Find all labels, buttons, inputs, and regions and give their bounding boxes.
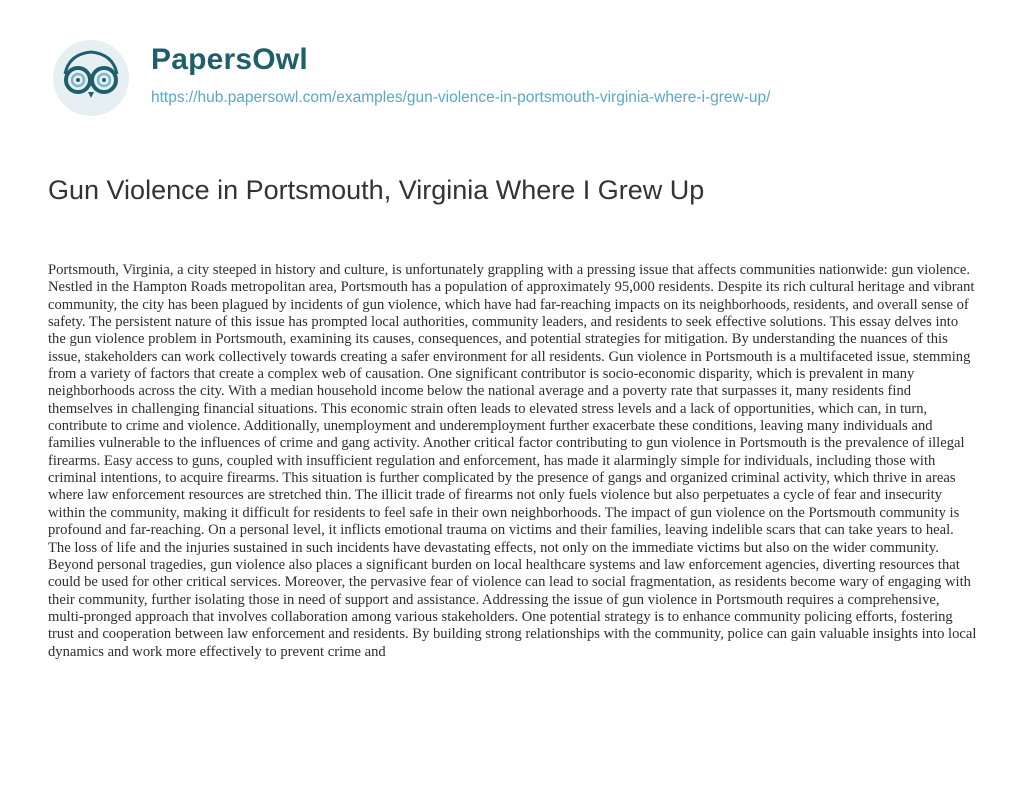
brand-name[interactable]: PapersOwl (151, 43, 308, 76)
owl-logo-icon (45, 36, 141, 116)
source-url[interactable]: https://hub.papersowl.com/examples/gun-violence-in-portsmouth-virginia-where-i-grew-up/ (151, 89, 771, 106)
article-body: Portsmouth, Virginia, a city steeped in history and culture, is unfortunately grappling with a pressing issue that affects communities nationwide: gun violence. Nestled in the Hampton Roads metropolitan area, Portsmouth has a population of approximately 95,000 residents. Despite its rich cultural heritage and vibrant community, the city has been plagued by incidents of gun violence, which have had far-reaching impacts on its neighborhoods, residents, and overall sense of safety. The persistent nature of this issue has prompted local authorities, community leaders, and residents to seek effective solutions. This essay delves into the gun violence problem in Portsmouth, examining its causes, consequences, and potential strategies for mitigation. By understanding the nuances of this issue, stakeholders can work collectively towards creating a safer environment for all residents. Gun violence in Portsmouth is a multifaceted issue, stemming from a variety of factors that create a complex web of causation. One significant contributor is socio-economic disparity, which is prevalent in many neighborhoods across the city. With a median household income below the national average and a poverty rate that surpasses it, many residents find themselves in challenging financial situations. This economic strain often leads to elevated stress levels and a lack of opportunities, which can, in turn, contribute to crime and violence. Additionally, unemployment and underemployment further exacerbate these conditions, leaving many individuals and families vulnerable to the influences of crime and gang activity. Another critical factor contributing to gun violence in Portsmouth is the prevalence of illegal firearms. Easy access to guns, coupled with insufficient regulation and enforcement, has made it alarmingly simple for individuals, including those with criminal intentions, to acquire firearms. This situation is further complicated by the presence of gangs and organized criminal activity, which thrive in areas where law enforcement resources are stretched thin. The illicit trade of firearms not only fuels violence but also perpetuates a cycle of fear and insecurity within the community, making it difficult for residents to feel safe in their own neighborhoods. The impact of gun violence on the Portsmouth community is profound and far-reaching. On a personal level, it inflicts emotional trauma on victims and their families, leaving indelible scars that can take years to heal. The loss of life and the injuries sustained in such incidents have devastating effects, not only on the immediate victims but also on the wider community. Beyond personal tragedies, gun violence also places a significant burden on local healthcare systems and law enforcement agencies, diverting resources that could be used for other critical services. Moreover, the pervasive fear of violence can lead to social fragmentation, as residents become wary of engaging with their community, further isolating those in need of support and assistance. Addressing the issue of gun violence in Portsmouth requires a comprehensive, multi-pronged approach that involves collaboration among various stakeholders. One potential strategy is to enhance community policing efforts, fostering trust and cooperation between law enforcement and residents. By building strong relationships with the community, police can gain valuable insights into local dynamics and work more effectively to prevent crime and (48, 262, 977, 660)
brand-block (151, 45, 770, 107)
article-title: Gun Violence in Portsmouth, Virginia Where I Grew Up (48, 175, 705, 205)
site-header (45, 36, 770, 116)
